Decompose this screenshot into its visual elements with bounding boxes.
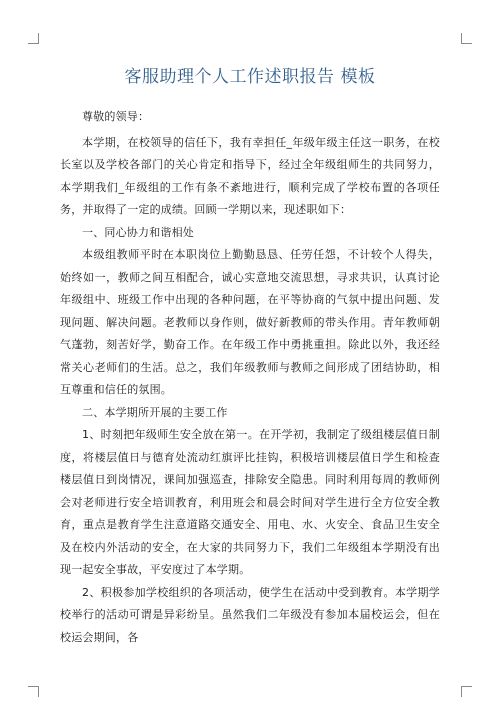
- crop-mark-top-right: [461, 33, 472, 44]
- paragraph-intro: 本学期，在校领导的信任下，我有幸担任_年级年级主任这一职务，在校长室以及学校各部门的关心肯定和指导下，经过全年级组师生的共同努力，本学期我们_年级组的工作有条不紊地进行，顺利完成了学校布置的各项任务，并取得了一定的成绩。回顾一学期以来，现述职如下：: [60, 135, 440, 216]
- crop-mark-top-left: [28, 33, 39, 44]
- crop-mark-bottom-right: [461, 686, 472, 697]
- document-title: 客服助理个人工作述职报告 模板: [124, 67, 376, 87]
- section-heading-1: 一、同心协力和谐相处: [82, 225, 194, 239]
- paragraph-item-1: 1、时刻把年级师生安全放在第一。在开学初，我制定了级组楼层值日制度，将楼层值日与德育处流动红旗评比挂钩，积极培训楼层值日学生和检查楼层值日到岗情况，课间加强巡查，排除安全隐患。同时利用每周的教师例会对老师进行安全培训教育，利用班会和晨会时间对学生进行全方位安全教育，重点是教育学生注意道路交通安全、用电、水、火安全、食品卫生安全及在校内外活动的安全，在大家的共同努力下，我们二年级组本学期没有出现一起安全事故，平安度过了本学期。: [60, 428, 440, 576]
- greeting: 尊敬的领导：: [82, 110, 150, 123]
- crop-mark-bottom-left: [28, 686, 39, 697]
- document-body: [60, 106, 440, 649]
- paragraph-section-1: 本级组教师平时在本职岗位上勤勤恳恳、任劳任怨，不计较个人得失，始终如一，教师之间互相配合，诚心实意地交流思想，寻求共识，认真讨论年级组中、班级工作中出现的各种问题，在平等协商的气氛中提出问题、发现问题、解决问题。老教师以身作则，做好新教师的带头作用。青年教师朝气蓬勃，刻苦好学，勤奋工作。在年级工作中勇挑重担。除此以外，我还经常关心老师们的生活。总之，我们年级教师与教师之间形成了团结协助，相互尊重和信任的氛围。: [60, 248, 440, 396]
- section-heading-2: 二、本学期所开展的主要工作: [82, 405, 228, 419]
- paragraph-item-2: 2、积极参加学校组织的各项活动，使学生在活动中受到教育。本学期学校举行的活动可谓是异彩纷呈。虽然我们二年级没有参加本届校运会，但在校运会期间，各: [60, 585, 440, 644]
